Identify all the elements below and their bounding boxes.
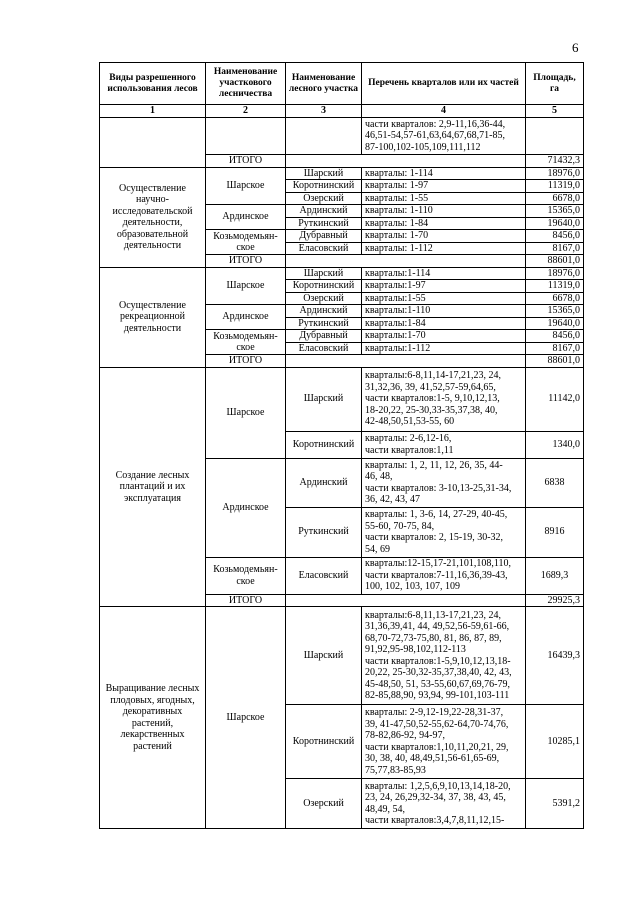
area-cell: 6838 bbox=[526, 458, 584, 507]
itogo-label: ИТОГО bbox=[206, 155, 286, 168]
plot-cell: Озерский bbox=[286, 192, 362, 205]
forestry-cell: Шарское bbox=[206, 367, 286, 458]
header-forestry: Наименование участкового лесничества bbox=[206, 63, 286, 105]
plot-cell: Еласовский bbox=[286, 557, 362, 594]
col-number: 3 bbox=[286, 105, 362, 118]
plot-cell: Коротнинский bbox=[286, 280, 362, 293]
plot-cell: Руткинский bbox=[286, 507, 362, 557]
column-number-row bbox=[100, 105, 584, 118]
table-row bbox=[100, 118, 584, 155]
forestry-cell: Козьмодемьян-ское bbox=[206, 557, 286, 594]
forestry-cell: Шарское bbox=[206, 267, 286, 305]
plot-cell: Шарский bbox=[286, 367, 362, 431]
forestry-cell: Козьмодемьян-ское bbox=[206, 230, 286, 255]
header-area: Площадь, га bbox=[526, 63, 584, 105]
itogo-label: ИТОГО bbox=[206, 594, 286, 607]
area-cell: 10285,1 bbox=[526, 705, 584, 779]
table-row bbox=[100, 367, 584, 431]
plot-cell: Озерский bbox=[286, 292, 362, 305]
plot-cell: Дубравный bbox=[286, 230, 362, 243]
quarters-cell: кварталы: 2-6,12-16, части кварталов:1,11 bbox=[362, 431, 526, 458]
itogo-label: ИТОГО bbox=[206, 355, 286, 368]
forestry-cell: Шарское bbox=[206, 167, 286, 205]
plot-cell: Шарский bbox=[286, 607, 362, 705]
area-cell: 8456,0 bbox=[526, 230, 584, 243]
quarters-cell: части кварталов: 2,9-11,16,36-44, 46,51-54,57-61,63,64,67,68,71-85, 87-100,102-105,109,111,112 bbox=[362, 118, 526, 155]
use-type-cell: Выращивание лесных плодовых, ягодных, декоративных растений, лекарственных растений bbox=[100, 607, 206, 829]
page-number: 6 bbox=[572, 40, 579, 55]
plot-cell: Коротнинский bbox=[286, 431, 362, 458]
header-quarters: Перечень кварталов или их частей bbox=[362, 63, 526, 105]
quarters-cell: кварталы:1-114 bbox=[362, 267, 526, 280]
area-cell: 8167,0 bbox=[526, 342, 584, 355]
plot-cell: Еласовский bbox=[286, 342, 362, 355]
area-cell: 19640,0 bbox=[526, 217, 584, 230]
area-cell: 18976,0 bbox=[526, 267, 584, 280]
plot-cell: Ардинский bbox=[286, 205, 362, 218]
quarters-cell: кварталы:6-8,11,13-17,21,23, 24, 31,36,39,41, 44, 49,52,56-59,61-66, 68,70-72,73-75,80, 81, 86, 87, 89, 91,92,95-98,102,112-113 части кварталов:1-5,9,10,12,13,18- 20,22, 25-30,32-35,37,38,40, 42, 43, 45-48,50, 51, 53-55,60,67,69,76-79, 82-85,88,90, 93,94, 99-101,103-111 bbox=[362, 607, 526, 705]
area-cell: 11319,0 bbox=[526, 280, 584, 293]
quarters-cell: кварталы:1-70 bbox=[362, 330, 526, 343]
area-cell: 16439,3 bbox=[526, 607, 584, 705]
area-cell: 11142,0 bbox=[526, 367, 584, 431]
quarters-cell: кварталы: 1-114 bbox=[362, 167, 526, 180]
quarters-cell: кварталы: 1-84 bbox=[362, 217, 526, 230]
area-cell: 6678,0 bbox=[526, 192, 584, 205]
itogo-label: ИТОГО bbox=[206, 255, 286, 268]
forestry-cell: Козьмодемьян-ское bbox=[206, 330, 286, 355]
quarters-cell: кварталы:6-8,11,14-17,21,23, 24, 31,32,36, 39, 41,52,57-59,64,65, части кварталов:1-5, 9,10,12,13, 18-20,22, 25-30,33-35,37,38, 40, 42-48,50,51,53-55, 60 bbox=[362, 367, 526, 431]
table-row bbox=[100, 167, 584, 180]
header-row bbox=[100, 63, 584, 105]
use-type-cell: Осуществление научно-исследовательской деятельности, образовательной деятельности bbox=[100, 167, 206, 267]
plot-cell: Руткинский bbox=[286, 317, 362, 330]
area-cell: 8167,0 bbox=[526, 242, 584, 255]
col-number: 2 bbox=[206, 105, 286, 118]
area-cell: 11319,0 bbox=[526, 180, 584, 193]
col-number: 1 bbox=[100, 105, 206, 118]
area-cell: 15365,0 bbox=[526, 305, 584, 318]
quarters-cell: кварталы: 1-110 bbox=[362, 205, 526, 218]
area-cell: 8916 bbox=[526, 507, 584, 557]
col-number: 4 bbox=[362, 105, 526, 118]
area-cell: 8456,0 bbox=[526, 330, 584, 343]
quarters-cell: кварталы: 1-70 bbox=[362, 230, 526, 243]
quarters-cell: кварталы:1-84 bbox=[362, 317, 526, 330]
forestry-cell: Шарское bbox=[206, 607, 286, 829]
area-cell: 1340,0 bbox=[526, 431, 584, 458]
table-row bbox=[100, 607, 584, 705]
quarters-cell: кварталы: 1, 3-6, 14, 27-29, 40-45, 55-60, 70-75, 84, части кварталов: 2, 15-19, 30-32, 54, 69 bbox=[362, 507, 526, 557]
itogo-value: 29925,3 bbox=[526, 594, 584, 607]
plot-cell: Шарский bbox=[286, 167, 362, 180]
quarters-cell: кварталы:12-15,17-21,101,108,110, части кварталов:7-11,16,36,39-43, 100, 102, 103, 107, 109 bbox=[362, 557, 526, 594]
plot-cell: Озерский bbox=[286, 779, 362, 829]
forest-use-table bbox=[99, 62, 584, 829]
plot-cell: Коротнинский bbox=[286, 180, 362, 193]
quarters-cell: кварталы: 1, 2, 11, 12, 26, 35, 44- 46, 48, части кварталов: 3-10,13-25,31-34, 36, 42, 43, 47 bbox=[362, 458, 526, 507]
quarters-cell: кварталы: 1-55 bbox=[362, 192, 526, 205]
forestry-cell: Ардинское bbox=[206, 305, 286, 330]
area-cell: 6678,0 bbox=[526, 292, 584, 305]
itogo-value: 88601,0 bbox=[526, 355, 584, 368]
area-cell: 1689,3 bbox=[526, 557, 584, 594]
quarters-cell: кварталы: 1-97 bbox=[362, 180, 526, 193]
use-type-cell: Создание лесных плантаций и их эксплуатация bbox=[100, 367, 206, 607]
itogo-value: 71432,3 bbox=[526, 155, 584, 168]
forestry-cell: Ардинское bbox=[206, 458, 286, 557]
area-cell: 18976,0 bbox=[526, 167, 584, 180]
header-use-type: Виды разрешенного использования лесов bbox=[100, 63, 206, 105]
quarters-cell: кварталы:1-110 bbox=[362, 305, 526, 318]
plot-cell: Еласовский bbox=[286, 242, 362, 255]
area-cell: 19640,0 bbox=[526, 317, 584, 330]
plot-cell: Шарский bbox=[286, 267, 362, 280]
quarters-cell: кварталы: 1,2,5,6,9,10,13,14,18-20, 23, 24, 26,29,32-34, 37, 38, 43, 45, 48,49, 54, части кварталов:3,4,7,8,11,12,15- bbox=[362, 779, 526, 829]
quarters-cell: кварталы:1-97 bbox=[362, 280, 526, 293]
col-number: 5 bbox=[526, 105, 584, 118]
plot-cell: Руткинский bbox=[286, 217, 362, 230]
plot-cell: Ардинский bbox=[286, 458, 362, 507]
table-row bbox=[100, 267, 584, 280]
area-cell: 15365,0 bbox=[526, 205, 584, 218]
quarters-cell: кварталы: 2-9,12-19,22-28,31-37, 39, 41-47,50,52-55,62-64,70-74,76, 78-82,86-92, 94-97, части кварталов:1,10,11,20,21, 29, 30, 38, 40, 48,49,51,56-61,65-69, 75,77,83-85,93 bbox=[362, 705, 526, 779]
quarters-cell: кварталы:1-55 bbox=[362, 292, 526, 305]
plot-cell: Дубравный bbox=[286, 330, 362, 343]
use-type-cell: Осуществление рекреационной деятельности bbox=[100, 267, 206, 367]
plot-cell: Ардинский bbox=[286, 305, 362, 318]
quarters-cell: кварталы: 1-112 bbox=[362, 242, 526, 255]
plot-cell: Коротнинский bbox=[286, 705, 362, 779]
quarters-cell: кварталы:1-112 bbox=[362, 342, 526, 355]
itogo-value: 88601,0 bbox=[526, 255, 584, 268]
header-plot: Наименование лесного участка bbox=[286, 63, 362, 105]
area-cell: 5391,2 bbox=[526, 779, 584, 829]
use-cell bbox=[100, 118, 206, 168]
forestry-cell: Ардинское bbox=[206, 205, 286, 230]
